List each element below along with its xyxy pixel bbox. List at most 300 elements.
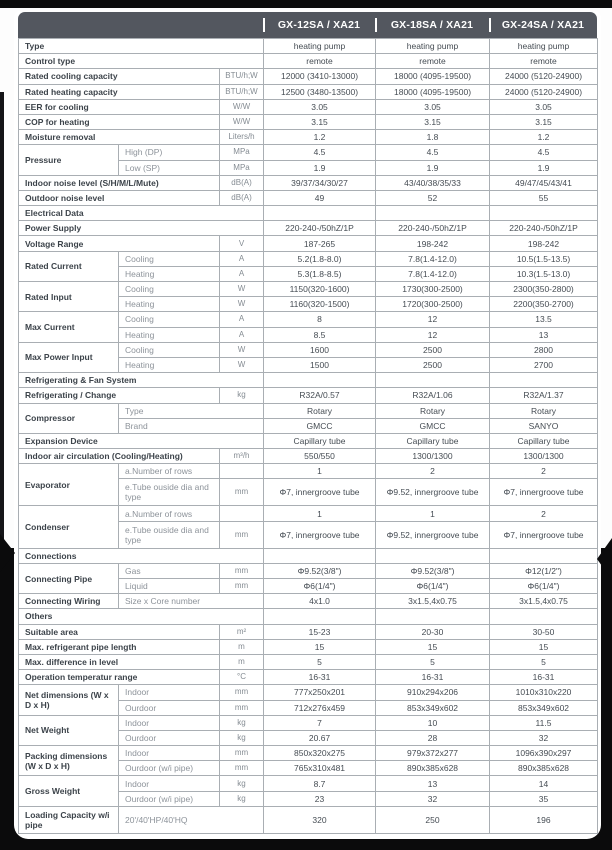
value-cell: 32 — [490, 730, 598, 745]
table-row — [19, 190, 598, 205]
value-cell: 2 — [490, 464, 598, 479]
value-cell: 8.7 — [264, 776, 376, 791]
value-cell: 4.5 — [264, 145, 376, 160]
value-cell — [490, 373, 598, 388]
value-cell: 890x385x628 — [490, 761, 598, 776]
value-cell: 198-242 — [490, 236, 598, 251]
value-cell: 196 — [490, 806, 598, 833]
sub-label-cell: Heating — [119, 327, 220, 342]
unit-cell: °C — [220, 670, 264, 685]
value-cell: 13.5 — [490, 312, 598, 327]
sub-label-cell: Cooling — [119, 282, 220, 297]
value-cell: 12500 (3480-13500) — [264, 84, 376, 99]
unit-cell: V — [220, 236, 264, 251]
value-cell — [264, 206, 376, 221]
sub-label-cell: a.Number of rows — [119, 506, 220, 521]
unit-cell: kg — [220, 791, 264, 806]
unit-cell: W — [220, 342, 264, 357]
sub-label-cell: Indoor — [119, 715, 220, 730]
value-cell: 853x349x602 — [376, 700, 490, 715]
value-cell: 3.15 — [490, 114, 598, 129]
value-cell: 13 — [376, 776, 490, 791]
header-separator-bar-icon — [375, 18, 377, 32]
value-cell: 320 — [264, 806, 376, 833]
value-cell: 10 — [376, 715, 490, 730]
value-cell: 15 — [376, 639, 490, 654]
value-cell: 3.05 — [490, 99, 598, 114]
table-row — [19, 312, 598, 327]
table-row — [19, 746, 598, 761]
value-cell: 13 — [490, 327, 598, 342]
value-cell: 30-50 — [490, 624, 598, 639]
value-cell: 1.9 — [264, 160, 376, 175]
section-label-cell: Electrical Data — [19, 206, 264, 221]
value-cell: 1 — [264, 506, 376, 521]
unit-cell: mm — [220, 479, 264, 506]
sub-label-cell: Ourdoor (w/i pipe) — [119, 791, 220, 806]
table-row — [19, 145, 598, 160]
value-cell: 28 — [376, 730, 490, 745]
value-cell: 2700 — [490, 357, 598, 372]
value-cell: 2500 — [376, 342, 490, 357]
row-label-cell: Indoor air circulation (Cooling/Heating) — [19, 449, 220, 464]
value-cell: 1096x390x297 — [490, 746, 598, 761]
value-cell — [490, 206, 598, 221]
sub-label-cell: Cooling — [119, 251, 220, 266]
value-cell: 18000 (4095-19500) — [376, 69, 490, 84]
table-row — [19, 449, 598, 464]
value-cell: 777x250x201 — [264, 685, 376, 700]
sub-label-cell: Ourdoor — [119, 730, 220, 745]
value-cell: 910x294x206 — [376, 685, 490, 700]
row-label-cell: Loading Capacity w/i pipe — [19, 806, 119, 833]
sub-label-cell: Liquid — [119, 579, 220, 594]
value-cell: 1.9 — [490, 160, 598, 175]
value-cell: 8.5 — [264, 327, 376, 342]
table-row — [19, 39, 598, 54]
sub-label-cell: High (DP) — [119, 145, 220, 160]
unit-cell: m — [220, 639, 264, 654]
value-cell: 198-242 — [376, 236, 490, 251]
sub-label-cell: e.Tube ouside dia and type — [119, 479, 220, 506]
value-cell: 220-240-/50hZ/1P — [490, 221, 598, 236]
table-row — [19, 373, 598, 388]
row-label-cell: Suitable area — [19, 624, 220, 639]
table-row — [19, 685, 598, 700]
value-cell: 49/47/45/43/41 — [490, 175, 598, 190]
table-row — [19, 84, 598, 99]
sub-label-cell: Ourdoor — [119, 700, 220, 715]
value-cell: 35 — [490, 791, 598, 806]
value-cell: Φ9.52(3/8") — [376, 563, 490, 578]
value-cell: Φ6(1/4") — [264, 579, 376, 594]
table-row — [19, 282, 598, 297]
value-cell — [376, 609, 490, 624]
sub-label-cell: Low (SP) — [119, 160, 220, 175]
value-cell: 16-31 — [264, 670, 376, 685]
unit-cell: A — [220, 327, 264, 342]
value-cell: 20.67 — [264, 730, 376, 745]
value-cell: 1150(320-1600) — [264, 282, 376, 297]
row-label-cell: Power Supply — [19, 221, 264, 236]
row-label-cell: Moisture removal — [19, 130, 220, 145]
value-cell: 1730(300-2500) — [376, 282, 490, 297]
unit-cell: BTU/h;W — [220, 84, 264, 99]
row-label-cell: Voltage Range — [19, 236, 220, 251]
table-row — [19, 624, 598, 639]
table-row — [19, 403, 598, 418]
unit-cell: W — [220, 357, 264, 372]
unit-cell: kg — [220, 730, 264, 745]
row-label-cell: Compressor — [19, 403, 119, 433]
value-cell: 1.2 — [264, 130, 376, 145]
row-label-cell: Expansion Device — [19, 433, 264, 448]
table-row — [19, 342, 598, 357]
table-row — [19, 654, 598, 669]
value-cell: Rotary — [490, 403, 598, 418]
value-cell: 1300/1300 — [490, 449, 598, 464]
unit-cell: A — [220, 251, 264, 266]
value-cell: R32A/1.37 — [490, 388, 598, 403]
table-row — [19, 206, 598, 221]
row-label-cell: Max Power Input — [19, 342, 119, 372]
table-row — [19, 464, 598, 479]
value-cell: 2 — [376, 464, 490, 479]
value-cell: remote — [376, 54, 490, 69]
model-header-3 — [489, 12, 597, 38]
value-cell: 5 — [376, 654, 490, 669]
unit-cell — [220, 464, 264, 479]
value-cell: 20-30 — [376, 624, 490, 639]
spec-table — [18, 38, 598, 834]
unit-cell: mm — [220, 685, 264, 700]
value-cell: 15 — [490, 639, 598, 654]
value-cell: 250 — [376, 806, 490, 833]
value-cell: 15 — [264, 639, 376, 654]
value-cell — [376, 206, 490, 221]
sub-label-cell: Gas — [119, 563, 220, 578]
section-label-cell: Refrigerating & Fan System — [19, 373, 264, 388]
row-label-cell: COP for heating — [19, 114, 220, 129]
value-cell: R32A/0.57 — [264, 388, 376, 403]
unit-cell: mm — [220, 579, 264, 594]
row-label-cell: Refrigerating / Change — [19, 388, 220, 403]
table-row — [19, 114, 598, 129]
value-cell: 1 — [376, 506, 490, 521]
value-cell: 24000 (5120-24900) — [490, 69, 598, 84]
value-cell: GMCC — [264, 418, 376, 433]
value-cell: 1160(320-1500) — [264, 297, 376, 312]
value-cell: 23 — [264, 791, 376, 806]
value-cell: 3.05 — [376, 99, 490, 114]
table-row — [19, 54, 598, 69]
model-name: GX-24SA / XA21 — [501, 19, 585, 31]
value-cell: 712x276x459 — [264, 700, 376, 715]
section-label-cell: Connections — [19, 548, 264, 563]
value-cell: Φ6(1/4") — [490, 579, 598, 594]
table-row — [19, 130, 598, 145]
value-cell: 5.3(1.8-8.5) — [264, 266, 376, 281]
unit-cell: kg — [220, 715, 264, 730]
value-cell: Φ7, innergroove tube — [264, 479, 376, 506]
value-cell: 12 — [376, 327, 490, 342]
value-cell: Φ7, innergroove tube — [490, 521, 598, 548]
spec-sheet-card — [14, 10, 601, 839]
section-label-cell: Others — [19, 609, 264, 624]
value-cell: 550/550 — [264, 449, 376, 464]
unit-cell: MPa — [220, 145, 264, 160]
value-cell: Φ12(1/2") — [490, 563, 598, 578]
value-cell: 2200(350-2700) — [490, 297, 598, 312]
value-cell: heating pump — [264, 39, 376, 54]
value-cell: Capillary tube — [376, 433, 490, 448]
sub-label-cell: Ourdoor (w/i pipe) — [119, 761, 220, 776]
value-cell: 8 — [264, 312, 376, 327]
table-row — [19, 388, 598, 403]
unit-cell: MPa — [220, 160, 264, 175]
row-label-cell: Control type — [19, 54, 264, 69]
row-label-cell: Rated Current — [19, 251, 119, 281]
value-cell — [264, 609, 376, 624]
value-cell: 24000 (5120-24900) — [490, 84, 598, 99]
value-cell: 3.15 — [264, 114, 376, 129]
table-row — [19, 548, 598, 563]
unit-cell: m³/h — [220, 449, 264, 464]
value-cell: heating pump — [376, 39, 490, 54]
model-header-1 — [263, 12, 375, 38]
header-separator-bar-icon — [263, 18, 265, 32]
sub-label-cell: Indoor — [119, 746, 220, 761]
sub-label-cell: Cooling — [119, 312, 220, 327]
value-cell: remote — [264, 54, 376, 69]
unit-cell: A — [220, 266, 264, 281]
value-cell: SANYO — [490, 418, 598, 433]
sub-label-cell: Indoor — [119, 776, 220, 791]
value-cell: 220-240-/50hZ/1P — [264, 221, 376, 236]
value-cell: 3x1.5,4x0.75 — [376, 594, 490, 609]
row-label-cell: Rated heating capacity — [19, 84, 220, 99]
value-cell: 5.2(1.8-8.0) — [264, 251, 376, 266]
unit-cell: dB(A) — [220, 190, 264, 205]
sub-label-cell: 20'/40'HP/40'HQ — [119, 806, 264, 833]
table-row — [19, 251, 598, 266]
sub-label-cell: Heating — [119, 357, 220, 372]
value-cell: Φ7, innergroove tube — [264, 521, 376, 548]
unit-cell: W — [220, 282, 264, 297]
table-row — [19, 433, 598, 448]
value-cell: Capillary tube — [264, 433, 376, 448]
row-label-cell: Condenser — [19, 506, 119, 548]
row-label-cell: Connecting Wiring — [19, 594, 119, 609]
model-name: GX-12SA / XA21 — [277, 19, 361, 31]
table-row — [19, 563, 598, 578]
value-cell: 979x372x277 — [376, 746, 490, 761]
value-cell — [264, 373, 376, 388]
value-cell: 32 — [376, 791, 490, 806]
sub-label-cell: Heating — [119, 297, 220, 312]
value-cell: 3x1.5,4x0.75 — [490, 594, 598, 609]
value-cell: 220-240-/50hZ/1P — [376, 221, 490, 236]
value-cell: 5 — [490, 654, 598, 669]
value-cell: 15-23 — [264, 624, 376, 639]
row-label-cell: Pressure — [19, 145, 119, 175]
unit-cell: kg — [220, 388, 264, 403]
sub-label-cell: Indoor — [119, 685, 220, 700]
value-cell: 2 — [490, 506, 598, 521]
unit-cell: W/W — [220, 114, 264, 129]
value-cell: 11.5 — [490, 715, 598, 730]
value-cell: 4x1.0 — [264, 594, 376, 609]
value-cell: 12000 (3410-13000) — [264, 69, 376, 84]
model-name: GX-18SA / XA21 — [390, 19, 474, 31]
value-cell: 853x349x602 — [490, 700, 598, 715]
value-cell: 3.05 — [264, 99, 376, 114]
unit-cell: W — [220, 297, 264, 312]
row-label-cell: Connecting Pipe — [19, 563, 119, 593]
value-cell: 765x310x481 — [264, 761, 376, 776]
value-cell: Φ9.52, innergroove tube — [376, 521, 490, 548]
row-label-cell: Evaporator — [19, 464, 119, 506]
row-label-cell: Rated cooling capacity — [19, 69, 220, 84]
unit-cell: Liters/h — [220, 130, 264, 145]
table-row — [19, 221, 598, 236]
value-cell: 1 — [264, 464, 376, 479]
value-cell: 187-265 — [264, 236, 376, 251]
value-cell: 3.15 — [376, 114, 490, 129]
value-cell: 39/37/34/30/27 — [264, 175, 376, 190]
sub-label-cell: Heating — [119, 266, 220, 281]
table-row — [19, 99, 598, 114]
value-cell: 52 — [376, 190, 490, 205]
unit-cell: kg — [220, 776, 264, 791]
value-cell: 4.5 — [490, 145, 598, 160]
row-label-cell: Rated Input — [19, 282, 119, 312]
model-header-2 — [375, 12, 489, 38]
value-cell: 1010x310x220 — [490, 685, 598, 700]
table-row — [19, 776, 598, 791]
unit-cell: mm — [220, 700, 264, 715]
row-label-cell: Gross Weight — [19, 776, 119, 806]
row-label-cell: Outdoor noise level — [19, 190, 220, 205]
table-row — [19, 609, 598, 624]
value-cell: 14 — [490, 776, 598, 791]
row-label-cell: Type — [19, 39, 264, 54]
value-cell: 1720(300-2500) — [376, 297, 490, 312]
unit-cell: A — [220, 312, 264, 327]
value-cell: 1.8 — [376, 130, 490, 145]
value-cell: 1500 — [264, 357, 376, 372]
value-cell — [490, 548, 598, 563]
row-label-cell: Indoor noise level (S/H/M/L/Mute) — [19, 175, 220, 190]
row-label-cell: Max. difference in level — [19, 654, 220, 669]
unit-cell: BTU/h;W — [220, 69, 264, 84]
value-cell: GMCC — [376, 418, 490, 433]
row-label-cell: Operation temperatur range — [19, 670, 220, 685]
value-cell: 1.2 — [490, 130, 598, 145]
value-cell: Φ9.52(3/8") — [264, 563, 376, 578]
value-cell: 2500 — [376, 357, 490, 372]
value-cell: 4.5 — [376, 145, 490, 160]
value-cell: 16-31 — [490, 670, 598, 685]
table-row — [19, 69, 598, 84]
sub-label-cell: Type — [119, 403, 264, 418]
value-cell: Φ7, innergroove tube — [490, 479, 598, 506]
value-cell: 2300(350-2800) — [490, 282, 598, 297]
sub-label-cell: e.Tube ouside dia and type — [119, 521, 220, 548]
table-row — [19, 594, 598, 609]
unit-cell: mm — [220, 563, 264, 578]
table-row — [19, 806, 598, 833]
sub-label-cell: Size x Core number — [119, 594, 264, 609]
unit-cell: mm — [220, 521, 264, 548]
value-cell — [264, 548, 376, 563]
unit-cell: W/W — [220, 99, 264, 114]
value-cell: 890x385x628 — [376, 761, 490, 776]
value-cell: Φ9.52, innergroove tube — [376, 479, 490, 506]
table-header-bar — [18, 12, 597, 38]
row-label-cell: EER for cooling — [19, 99, 220, 114]
value-cell: Φ6(1/4") — [376, 579, 490, 594]
value-cell — [376, 548, 490, 563]
row-label-cell: Net Weight — [19, 715, 119, 745]
value-cell: Capillary tube — [490, 433, 598, 448]
value-cell: R32A/1.06 — [376, 388, 490, 403]
value-cell: 10.3(1.5-13.0) — [490, 266, 598, 281]
value-cell: 43/40/38/35/33 — [376, 175, 490, 190]
sub-label-cell: Brand — [119, 418, 264, 433]
value-cell: 16-31 — [376, 670, 490, 685]
value-cell: 7.8(1.4-12.0) — [376, 251, 490, 266]
sub-label-cell: a.Number of rows — [119, 464, 220, 479]
value-cell: heating pump — [490, 39, 598, 54]
table-row — [19, 506, 598, 521]
value-cell: 7 — [264, 715, 376, 730]
value-cell: 1.9 — [376, 160, 490, 175]
unit-cell — [220, 506, 264, 521]
row-label-cell: Max Current — [19, 312, 119, 342]
value-cell: remote — [490, 54, 598, 69]
unit-cell: dB(A) — [220, 175, 264, 190]
spec-table-body — [19, 39, 598, 834]
value-cell: 12 — [376, 312, 490, 327]
unit-cell: mm — [220, 746, 264, 761]
row-label-cell: Max. refrigerant pipe length — [19, 639, 220, 654]
value-cell: 1600 — [264, 342, 376, 357]
value-cell — [490, 609, 598, 624]
table-row — [19, 236, 598, 251]
value-cell: 10.5(1.5-13.5) — [490, 251, 598, 266]
value-cell: 18000 (4095-19500) — [376, 84, 490, 99]
header-spacer — [18, 12, 263, 38]
page-edge-shadow — [0, 92, 4, 548]
unit-cell: m² — [220, 624, 264, 639]
value-cell — [376, 373, 490, 388]
row-label-cell: Net dimensions (W x D x H) — [19, 685, 119, 715]
value-cell: Rotary — [376, 403, 490, 418]
value-cell: 2800 — [490, 342, 598, 357]
value-cell: 55 — [490, 190, 598, 205]
value-cell: 850x320x275 — [264, 746, 376, 761]
table-row — [19, 670, 598, 685]
value-cell: Rotary — [264, 403, 376, 418]
sub-label-cell: Cooling — [119, 342, 220, 357]
value-cell: 7.8(1.4-12.0) — [376, 266, 490, 281]
table-row — [19, 175, 598, 190]
row-label-cell: Packing dimensions (W x D x H) — [19, 746, 119, 776]
value-cell: 49 — [264, 190, 376, 205]
unit-cell: mm — [220, 761, 264, 776]
table-row — [19, 715, 598, 730]
